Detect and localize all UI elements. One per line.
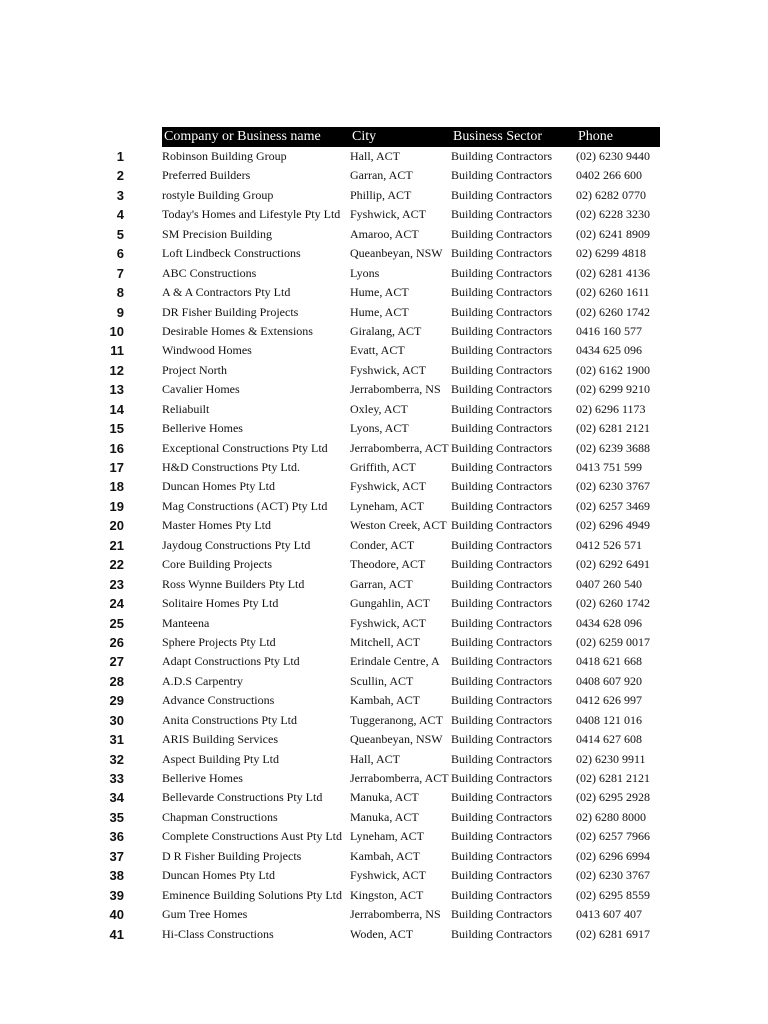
header-sector: Business Sector: [451, 127, 576, 147]
sector-cell: Building Contractors: [451, 576, 552, 591]
phone-cell: (02) 6162 1900: [576, 362, 650, 377]
city-cell: Evatt, ACT: [350, 343, 405, 358]
sector-cell: Building Contractors: [451, 907, 552, 922]
row-number: 34: [109, 790, 124, 806]
row-number: 11: [110, 343, 124, 359]
city-cell: Kambah, ACT: [350, 693, 420, 708]
row-number: 18: [109, 479, 124, 495]
company-cell: Solitaire Homes Pty Ltd: [162, 596, 279, 611]
row-number: 31: [109, 732, 124, 748]
row-number: 19: [109, 498, 124, 514]
phone-cell: (02) 6281 2121: [576, 771, 650, 785]
row-number: 2: [116, 168, 124, 184]
city-cell: Fyshwick, ACT: [350, 479, 427, 494]
company-cell: Mag Constructions (ACT) Pty Ltd: [162, 498, 328, 513]
phone-cell: 0412 626 997: [576, 693, 642, 708]
phone-cell: 0413 751 599: [576, 460, 642, 474]
sector-cell: Building Contractors: [451, 829, 552, 844]
city-cell: Jerrabomberra, ACT: [350, 440, 449, 455]
phone-cell: (02) 6230 9440: [576, 149, 650, 163]
header-phone: Phone: [576, 127, 660, 147]
phone-cell: (02) 6296 6994: [576, 848, 650, 863]
sector-cell: Building Contractors: [451, 187, 552, 202]
row-number: 32: [109, 751, 124, 767]
sector-cell: Building Contractors: [451, 479, 552, 494]
city-cell: Lyons, ACT: [350, 421, 409, 436]
company-cell: Gum Tree Homes: [162, 907, 248, 922]
company-cell: Manteena: [162, 615, 210, 630]
sector-cell: Building Contractors: [451, 265, 552, 280]
company-cell: SM Precision Building: [162, 226, 273, 241]
phone-cell: (02) 6228 3230: [576, 207, 650, 222]
phone-cell: 0408 607 920: [576, 673, 642, 688]
row-number: 39: [109, 887, 124, 903]
sector-cell: Building Contractors: [451, 498, 552, 513]
phone-cell: 02) 6230 9911: [576, 751, 646, 766]
company-cell: Windwood Homes: [162, 343, 252, 358]
city-cell: Jerrabomberra, ACT: [350, 771, 449, 785]
city-cell: Garran, ACT: [350, 576, 413, 591]
sector-cell: Building Contractors: [451, 809, 552, 824]
company-cell: rostyle Building Group: [162, 187, 274, 202]
sector-cell: Building Contractors: [451, 926, 552, 941]
row-number: 28: [109, 673, 124, 689]
phone-cell: (02) 6292 6491: [576, 557, 650, 572]
company-cell: Hi-Class Constructions: [162, 926, 274, 941]
row-number: 26: [109, 634, 124, 650]
phone-cell: (02) 6259 0017: [576, 634, 650, 649]
row-number: 35: [109, 809, 124, 825]
phone-cell: (02) 6296 4949: [576, 518, 650, 533]
sector-cell: Building Contractors: [451, 149, 552, 163]
sector-cell: Building Contractors: [451, 868, 552, 883]
phone-cell: (02) 6281 4136: [576, 265, 650, 280]
sector-cell: Building Contractors: [451, 382, 552, 397]
header-company: Company or Business name: [162, 127, 350, 147]
phone-cell: (02) 6299 9210: [576, 382, 650, 397]
company-cell: Exceptional Constructions Pty Ltd: [162, 440, 328, 455]
row-number: 7: [116, 265, 124, 281]
company-cell: Today's Homes and Lifestyle Pty Ltd: [162, 207, 341, 222]
sector-cell: Building Contractors: [451, 421, 552, 436]
phone-cell: 0418 621 668: [576, 654, 642, 669]
company-cell: Advance Constructions: [162, 693, 275, 708]
phone-cell: (02) 6260 1742: [576, 304, 650, 319]
city-cell: Phillip, ACT: [350, 187, 412, 202]
company-cell: Project North: [162, 362, 227, 377]
phone-cell: (02) 6257 3469: [576, 498, 650, 513]
company-cell: Preferred Builders: [162, 168, 251, 183]
sector-cell: Building Contractors: [451, 712, 552, 727]
company-cell: Robinson Building Group: [162, 149, 287, 163]
company-cell: Bellerive Homes: [162, 421, 243, 436]
row-number: 37: [109, 848, 124, 864]
sector-cell: Building Contractors: [451, 304, 552, 319]
company-cell: ABC Constructions: [162, 265, 257, 280]
row-number: 23: [109, 576, 124, 592]
city-cell: Oxley, ACT: [350, 401, 408, 416]
row-number: 1: [116, 149, 124, 164]
sector-cell: Building Contractors: [451, 537, 552, 552]
row-number: 20: [109, 518, 124, 534]
row-number: 14: [109, 401, 124, 417]
row-number: 4: [116, 207, 124, 223]
city-cell: Hall, ACT: [350, 751, 400, 766]
company-cell: Jaydoug Constructions Pty Ltd: [162, 537, 311, 552]
phone-cell: 0434 628 096: [576, 615, 642, 630]
row-number: 5: [116, 226, 124, 242]
company-cell: Desirable Homes & Extensions: [162, 323, 313, 338]
city-cell: Tuggeranong, ACT: [350, 712, 443, 727]
company-cell: Duncan Homes Pty Ltd: [162, 479, 275, 494]
city-cell: Manuka, ACT: [350, 809, 419, 824]
city-cell: Lyneham, ACT: [350, 498, 424, 513]
row-number: 36: [109, 829, 124, 845]
sector-cell: Building Contractors: [451, 440, 552, 455]
sector-cell: Building Contractors: [451, 615, 552, 630]
phone-cell: 0408 121 016: [576, 712, 642, 727]
phone-cell: 0416 160 577: [576, 323, 642, 338]
row-number: 21: [109, 537, 124, 553]
city-cell: Scullin, ACT: [350, 673, 414, 688]
sector-cell: Building Contractors: [451, 771, 552, 785]
company-cell: A.D.S Carpentry: [162, 673, 243, 688]
company-cell: A & A Contractors Pty Ltd: [162, 285, 291, 300]
company-cell: Bellevarde Constructions Pty Ltd: [162, 790, 323, 805]
sector-cell: Building Contractors: [451, 168, 552, 183]
company-cell: H&D Constructions Pty Ltd.: [162, 460, 301, 474]
sector-cell: Building Contractors: [451, 362, 552, 377]
phone-cell: 0412 526 571: [576, 537, 642, 552]
company-cell: D R Fisher Building Projects: [162, 848, 302, 863]
sector-cell: Building Contractors: [451, 246, 552, 261]
sector-cell: Building Contractors: [451, 596, 552, 611]
row-number: 22: [109, 557, 124, 573]
phone-cell: (02) 6281 2121: [576, 421, 650, 436]
company-cell: Complete Constructions Aust Pty Ltd: [162, 829, 343, 844]
sector-cell: Building Contractors: [451, 848, 552, 863]
phone-cell: (02) 6281 6917: [576, 926, 650, 941]
city-cell: Fyshwick, ACT: [350, 362, 427, 377]
company-cell: Aspect Building Pty Ltd: [162, 751, 279, 766]
company-cell: Bellerive Homes: [162, 771, 243, 785]
sector-cell: Building Contractors: [451, 518, 552, 533]
phone-cell: (02) 6260 1611: [576, 285, 650, 300]
city-cell: Fyshwick, ACT: [350, 615, 427, 630]
sector-cell: Building Contractors: [451, 887, 552, 902]
company-cell: Cavalier Homes: [162, 382, 240, 397]
phone-cell: 0414 627 608: [576, 732, 642, 747]
city-cell: Conder, ACT: [350, 537, 415, 552]
sector-cell: Building Contractors: [451, 323, 552, 338]
row-number: 8: [116, 285, 124, 301]
sector-cell: Building Contractors: [451, 634, 552, 649]
phone-cell: (02) 6230 3767: [576, 479, 650, 494]
company-cell: Reliabuilt: [162, 401, 210, 416]
phone-cell: 02) 6299 4818: [576, 246, 646, 261]
row-number: 17: [109, 460, 124, 475]
company-cell: Adapt Constructions Pty Ltd: [162, 654, 300, 669]
company-cell: Duncan Homes Pty Ltd: [162, 868, 275, 883]
city-cell: Gungahlin, ACT: [350, 596, 430, 611]
city-cell: Hall, ACT: [350, 149, 400, 163]
phone-cell: 0407 260 540: [576, 576, 642, 591]
city-cell: Erindale Centre, A: [350, 654, 440, 669]
city-cell: Woden, ACT: [350, 926, 414, 941]
city-cell: Kingston, ACT: [350, 887, 424, 902]
row-number: 9: [116, 304, 124, 320]
row-number: 6: [116, 246, 124, 262]
phone-cell: (02) 6260 1742: [576, 596, 650, 611]
sector-cell: Building Contractors: [451, 401, 552, 416]
row-number: 29: [109, 693, 124, 709]
city-cell: Weston Creek, ACT: [350, 518, 447, 533]
city-cell: Hume, ACT: [350, 285, 409, 300]
row-number: 3: [116, 187, 124, 203]
sector-cell: Building Contractors: [451, 343, 552, 358]
sector-cell: Building Contractors: [451, 751, 552, 766]
phone-cell: 0413 607 407: [576, 907, 642, 922]
sector-cell: Building Contractors: [451, 732, 552, 747]
header-city: City: [350, 127, 451, 147]
company-cell: Sphere Projects Pty Ltd: [162, 634, 276, 649]
sector-cell: Building Contractors: [451, 654, 552, 669]
city-cell: Jerrabomberra, NS: [350, 907, 441, 922]
phone-cell: 0434 625 096: [576, 343, 642, 358]
company-cell: Anita Constructions Pty Ltd: [162, 712, 297, 727]
city-cell: Jerrabomberra, NS: [350, 382, 441, 397]
row-number: 13: [109, 382, 124, 398]
row-number: 25: [109, 615, 124, 631]
company-cell: Master Homes Pty Ltd: [162, 518, 271, 533]
city-cell: Hume, ACT: [350, 304, 409, 319]
sector-cell: Building Contractors: [451, 673, 552, 688]
city-cell: Queanbeyan, NSW: [350, 246, 443, 261]
row-number: 27: [109, 654, 124, 670]
phone-cell: (02) 6230 3767: [576, 868, 650, 883]
sector-cell: Building Contractors: [451, 226, 552, 241]
row-number: 12: [109, 362, 124, 378]
city-cell: Mitchell, ACT: [350, 634, 420, 649]
sector-cell: Building Contractors: [451, 207, 552, 222]
sector-cell: Building Contractors: [451, 693, 552, 708]
company-cell: Ross Wynne Builders Pty Ltd: [162, 576, 305, 591]
city-cell: Amaroo, ACT: [350, 226, 419, 241]
phone-cell: 02) 6282 0770: [576, 187, 646, 202]
row-number: 30: [109, 712, 124, 728]
city-cell: Manuka, ACT: [350, 790, 419, 805]
phone-cell: 02) 6296 1173: [576, 401, 646, 416]
row-number: 16: [109, 440, 124, 456]
phone-cell: (02) 6257 7966: [576, 829, 650, 844]
sector-cell: Building Contractors: [451, 460, 552, 474]
phone-cell: 0402 266 600: [576, 168, 642, 183]
row-number: 24: [109, 596, 124, 612]
phone-cell: (02) 6241 8909: [576, 226, 650, 241]
row-number: 10: [109, 323, 124, 339]
company-cell: DR Fisher Building Projects: [162, 304, 299, 319]
city-cell: Fyshwick, ACT: [350, 868, 427, 883]
city-cell: Lyons: [350, 265, 380, 280]
city-cell: Garran, ACT: [350, 168, 413, 183]
city-cell: Giralang, ACT: [350, 323, 422, 338]
city-cell: Kambah, ACT: [350, 848, 420, 863]
phone-cell: 02) 6280 8000: [576, 809, 646, 824]
city-cell: Queanbeyan, NSW: [350, 732, 443, 747]
city-cell: Griffith, ACT: [350, 460, 416, 474]
row-number: 15: [109, 421, 124, 437]
sector-cell: Building Contractors: [451, 285, 552, 300]
row-number: 33: [109, 771, 124, 786]
row-number: 38: [109, 868, 124, 884]
phone-cell: (02) 6295 8559: [576, 887, 650, 902]
company-cell: Chapman Constructions: [162, 809, 278, 824]
city-cell: Lyneham, ACT: [350, 829, 424, 844]
company-cell: ARIS Building Services: [162, 732, 278, 747]
city-cell: Theodore, ACT: [350, 557, 426, 572]
sector-cell: Building Contractors: [451, 557, 552, 572]
phone-cell: (02) 6295 2928: [576, 790, 650, 805]
city-cell: Fyshwick, ACT: [350, 207, 427, 222]
company-cell: Loft Lindbeck Constructions: [162, 246, 301, 261]
row-number: 40: [109, 907, 124, 923]
sector-cell: Building Contractors: [451, 790, 552, 805]
phone-cell: (02) 6239 3688: [576, 440, 650, 455]
company-cell: Core Building Projects: [162, 557, 272, 572]
company-cell: Eminence Building Solutions Pty Ltd: [162, 887, 342, 902]
row-number: 41: [109, 926, 124, 942]
